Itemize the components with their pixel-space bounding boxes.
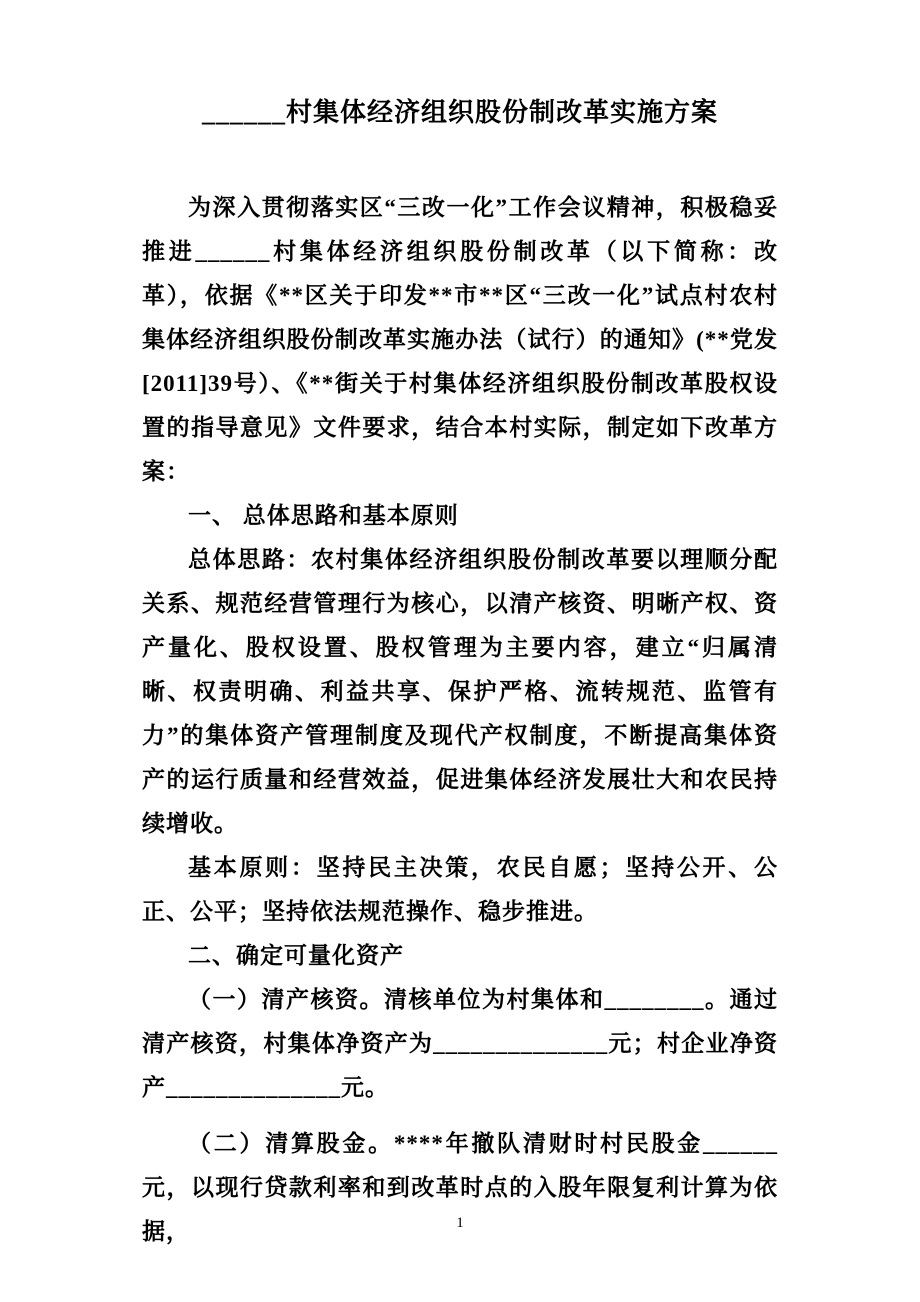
document-title: ______村集体经济组织股份制改革实施方案 [201, 98, 718, 127]
paragraph-intro: 为深入贯彻落实区“三改一化”工作会议精神，积极稳妥推进______村集体经济组织股份制改革（以下简称：改革），依据《**区关于印发**市**区“三改一化”试点村农村集体经济组织股份制改革实施办法（试行）的通知》(**党发[2011]39号）、《**街关于村集体经济组织股份制改革股权设置的指导意见》文件要求，结合本村实际，制定如下改革方案： [142, 195, 778, 484]
paragraph-basic-principles: 基本原则：坚持民主决策，农民自愿；坚持公开、公正、公平；坚持依法规范操作、稳步推进。 [142, 855, 778, 924]
paragraph-share-liquidation: （二）清算股金。****年撤队清财时村民股金______元，以现行贷款利率和到改革时点的入股年限复利计算为依据， [142, 1131, 778, 1244]
heading-section-1: 一、 总体思路和基本原则 [188, 503, 459, 528]
paragraph-general-idea: 总体思路：农村集体经济组织股份制改革要以理顺分配关系、规范经营管理行为核心，以清产核资、明晰产权、资产量化、股权设置、股权管理为主要内容，建立“归属清晰、权责明确、利益共享、保护严格、流转规范、监管有力”的集体资产管理制度及现代产权制度，不断提高集体资产的运行质量和经营效益，促进集体经济发展壮大和农民持续增收。 [142, 547, 778, 836]
paragraph-asset-verification: （一）清产核资。清核单位为村集体和________。通过清产核资，村集体净资产为______________元；村企业净资产______________元。 [142, 987, 778, 1100]
heading-section-2: 二、确定可量化资产 [188, 943, 404, 968]
page-number: 1 [456, 1215, 464, 1231]
